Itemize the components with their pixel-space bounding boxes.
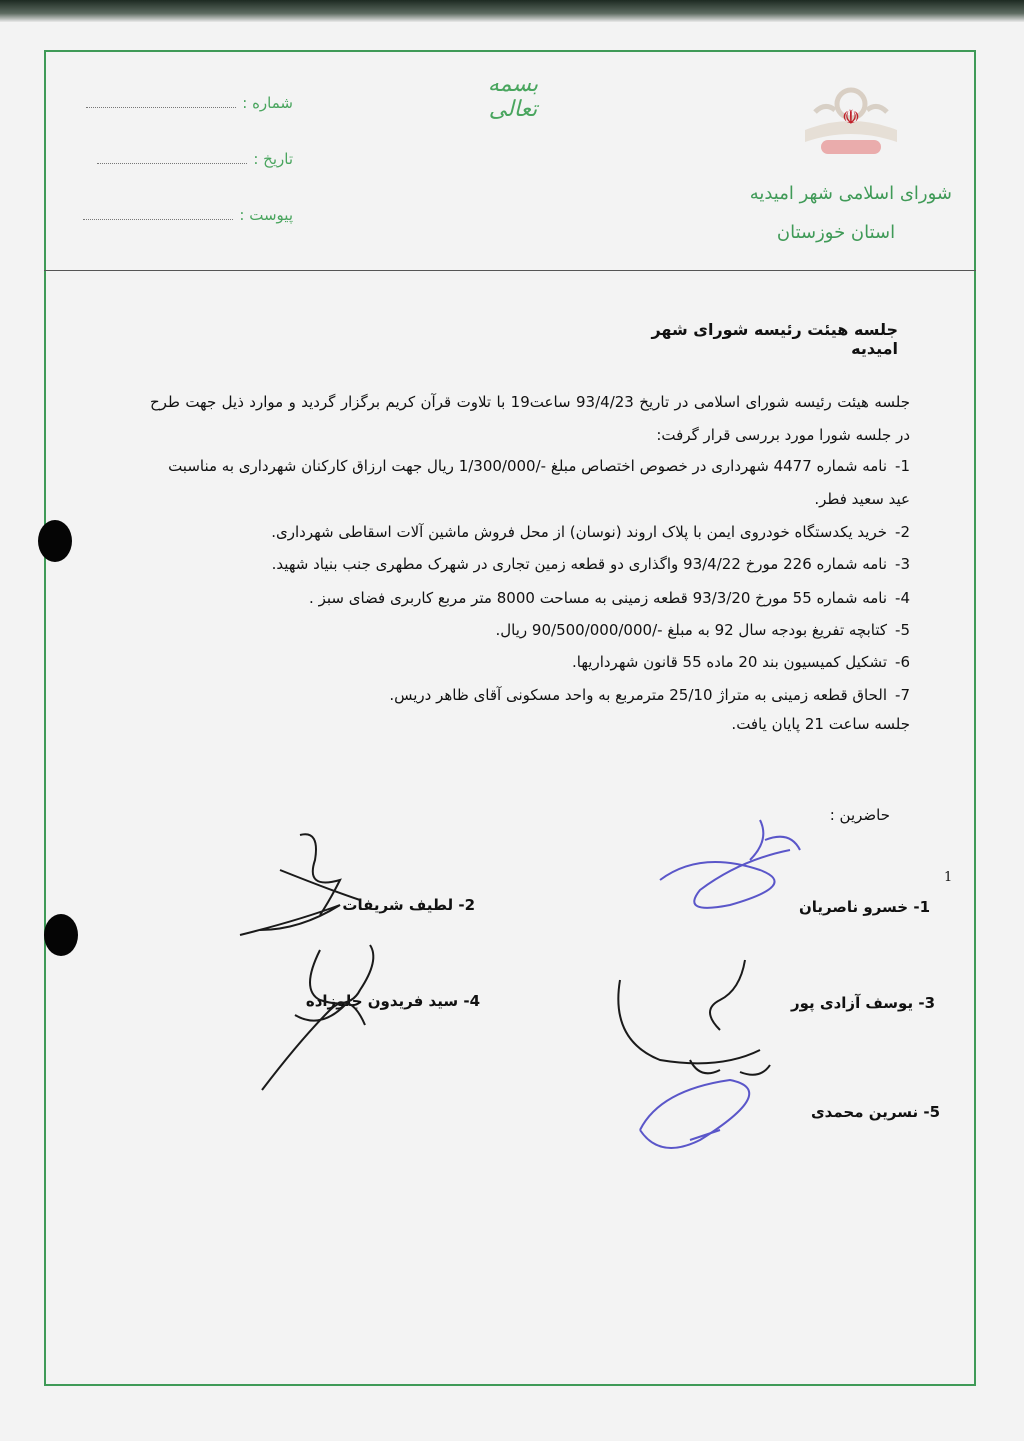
- attachment-label: پیوست :: [239, 206, 293, 224]
- attendees-heading: حاضرین :: [829, 806, 890, 824]
- margin-mark: 1: [944, 870, 953, 885]
- attendee-name: لطیف شریفات: [342, 896, 454, 914]
- province-name: استان خوزستان: [776, 222, 896, 243]
- agenda-item-number: 5-: [895, 621, 910, 639]
- invocation: بسمه تعالی: [487, 72, 539, 122]
- agenda-item-number: 1-: [895, 457, 910, 475]
- agenda-item-text: نامه شماره 4477 شهرداری در خصوص اختصاص مبلغ -/1/300/000 ریال جهت ارزاق کارکنان شهرداری به مناسبت عید سعید فطر.: [168, 457, 910, 508]
- number-label: شماره :: [242, 94, 293, 112]
- attendee-name: سید فریدون جلوزاده: [305, 992, 459, 1010]
- attendee-number: 5-: [923, 1103, 940, 1121]
- attendee-number: 4-: [463, 992, 480, 1010]
- agenda-item-number: 6-: [895, 653, 910, 671]
- agenda-item-text: الحاق قطعه زمینی به متراژ 25/10 مترمربع به واحد مسکونی آقای ظاهر دریس.: [389, 686, 888, 704]
- agenda-item-text: کتابچه تفریغ بودجه سال 92 به مبلغ -/90/500/000/000 ریال.: [495, 621, 888, 639]
- signature-2: [240, 834, 360, 935]
- agenda-item-number: 7-: [895, 686, 910, 704]
- attendee-number: 1-: [913, 898, 930, 916]
- intro-paragraph: جلسه هیئت رئیسه شورای اسلامی در تاریخ 93/4/23 ساعت19 با تلاوت قرآن کریم برگزار گردید و موارد ذیل جهت طرح در جلسه شورا مورد بررسی قرار گرفت:: [150, 393, 910, 444]
- attendee-name: یوسف آزادی پور: [790, 994, 914, 1012]
- agenda-item-number: 3-: [895, 555, 910, 573]
- signature-1: [660, 820, 800, 908]
- attendee-number: 3-: [918, 994, 935, 1012]
- closing-line: جلسه ساعت 21 پایان یافت.: [731, 715, 910, 733]
- attendee-name: خسرو ناصریان: [798, 898, 909, 916]
- attendee-name: نسرین محمدی: [810, 1103, 919, 1121]
- attendee-number: 2-: [458, 896, 475, 914]
- agenda-item-text: تشکیل کمیسیون بند 20 ماده 55 قانون شهرداریها.: [572, 653, 888, 671]
- meeting-title: جلسه هیئت رئیسه شورای شهر امیدیه: [651, 320, 898, 358]
- svg-text:☫: ☫: [842, 105, 860, 129]
- council-name: شورای اسلامی شهر امیدیه: [749, 183, 952, 204]
- signature-3: [618, 960, 770, 1075]
- agenda-item-text: نامه شماره 226 مورخ 93/4/22 واگذاری دو قطعه زمین تجاری در شهرک مطهری جنب بنیاد شهید.: [271, 555, 888, 573]
- agenda-item-number: 4-: [895, 589, 910, 607]
- signature-4: [262, 945, 373, 1090]
- agenda-item-text: نامه شماره 55 مورخ 93/3/20 قطعه زمینی به مساحت 8000 متر مربع کاربری فضای سبز .: [309, 589, 888, 607]
- date-label: تاریخ :: [253, 150, 293, 168]
- agenda-item-number: 2-: [895, 523, 910, 541]
- agenda-item-text: خرید یکدستگاه خودروی ایمن با پلاک اروند (نوسان) از محل فروش ماشین آلات اسقاطی شهرداری.: [271, 523, 888, 541]
- signature-3-date: [640, 1080, 749, 1148]
